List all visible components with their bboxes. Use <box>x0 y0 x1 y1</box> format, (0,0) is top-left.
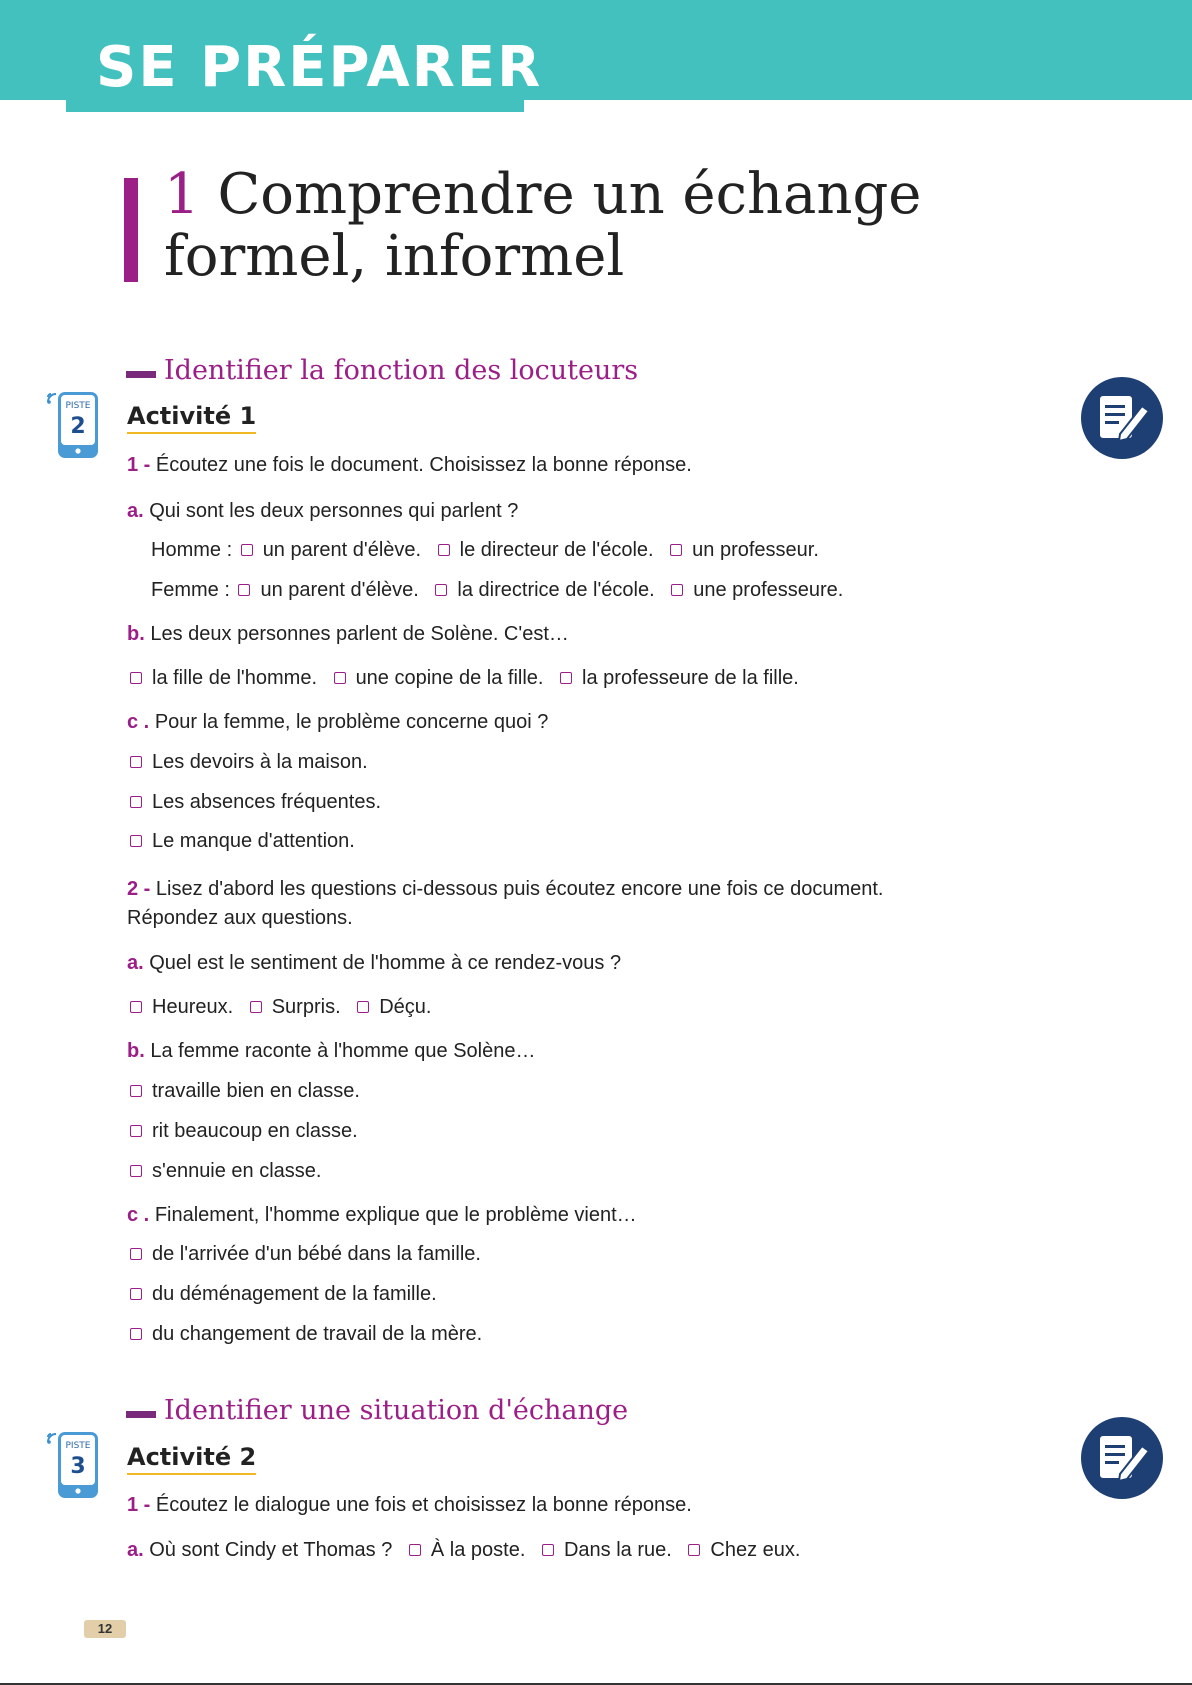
option-text: la fille de l'homme. <box>152 667 317 689</box>
subquestion-a2 <box>127 950 621 976</box>
option-text: Déçu. <box>379 996 432 1018</box>
option-line <box>127 828 355 854</box>
checkbox[interactable] <box>130 1248 142 1260</box>
subquestion-marker: c . <box>127 711 150 733</box>
subquestion-marker: a. <box>127 952 144 974</box>
subquestion-b <box>127 621 569 647</box>
checkbox[interactable] <box>130 672 142 684</box>
option-text: un parent d'élève. <box>262 539 422 561</box>
option-text: Les absences fréquentes. <box>152 791 382 813</box>
subquestion-a <box>127 498 518 524</box>
femme-options-row <box>151 577 843 603</box>
subquestion-text: Où sont Cindy et Thomas ? <box>149 1539 393 1561</box>
checkbox[interactable] <box>130 1125 142 1137</box>
option-text: Le manque d'attention. <box>152 830 355 852</box>
section-dash <box>126 1411 156 1418</box>
option-line <box>127 1118 358 1144</box>
subquestion-c <box>127 709 548 735</box>
option-line <box>127 1241 481 1267</box>
option-text: travaille bien en classe. <box>152 1080 360 1102</box>
subquestion-b2 <box>127 1038 535 1064</box>
piste-label: PISTE <box>65 401 91 411</box>
checkbox[interactable] <box>241 544 253 556</box>
question-2 <box>127 876 883 902</box>
option-text: de l'arrivée d'un bébé dans la famille. <box>152 1243 481 1265</box>
checkbox[interactable] <box>130 1328 142 1340</box>
checkbox[interactable] <box>238 584 250 596</box>
piste-label: PISTE <box>65 1441 91 1451</box>
question-number: 1 - <box>127 454 151 476</box>
subquestion-text: Pour la femme, le problème concerne quoi ? <box>154 711 549 733</box>
option-line <box>127 789 381 815</box>
option-text: un parent d'élève. <box>260 579 419 601</box>
option-line <box>127 1281 437 1307</box>
subquestion-marker: a. <box>127 1539 144 1561</box>
checkbox[interactable] <box>130 796 142 808</box>
checkbox[interactable] <box>542 1544 554 1556</box>
option-text: le directeur de l'école. <box>459 539 654 561</box>
checkbox[interactable] <box>334 672 346 684</box>
subquestion-marker: c . <box>127 1204 150 1226</box>
option-text: du déménagement de la famille. <box>152 1283 437 1305</box>
checkbox[interactable] <box>671 584 683 596</box>
option-text: rit beaucoup en classe. <box>152 1120 358 1142</box>
checkbox[interactable] <box>688 1544 700 1556</box>
question-1 <box>127 452 692 478</box>
chapter-accent-bar <box>124 178 138 282</box>
checkbox[interactable] <box>130 1288 142 1300</box>
checkbox[interactable] <box>130 835 142 847</box>
section2-heading-text: Identifier une situation d'échange <box>164 1395 629 1426</box>
piste-audio-icon[interactable] <box>44 388 106 464</box>
activity-title: Activité 1 <box>127 404 256 434</box>
option-text: un professeur. <box>692 539 819 561</box>
option-text: s'ennuie en classe. <box>152 1160 322 1182</box>
section1-heading <box>126 357 638 384</box>
edit-exercise-icon[interactable] <box>1080 1416 1164 1500</box>
checkbox[interactable] <box>438 544 450 556</box>
piste-audio-icon[interactable] <box>44 1428 106 1504</box>
option-text: Chez eux. <box>710 1539 801 1561</box>
question-2-continuation: Répondez aux questions. <box>127 907 353 929</box>
option-text: une professeure. <box>693 579 844 601</box>
option-text: la directrice de l'école. <box>457 579 655 601</box>
checkbox[interactable] <box>130 1085 142 1097</box>
option-text: Heureux. <box>152 996 234 1018</box>
option-text: une copine de la fille. <box>355 667 544 689</box>
edit-exercise-icon[interactable] <box>1080 376 1164 460</box>
question-number: 1 - <box>127 1494 151 1516</box>
chapter-number: 1 <box>164 162 200 227</box>
checkbox[interactable] <box>130 1165 142 1177</box>
checkbox[interactable] <box>250 1001 262 1013</box>
subquestion-text: Les deux personnes parlent de Solène. C'est… <box>150 623 569 645</box>
question-number: 2 - <box>127 878 151 900</box>
option-line <box>127 1158 321 1184</box>
option-line <box>127 749 368 775</box>
question-1 <box>127 1492 692 1518</box>
section1-heading-text: Identifier la fonction des locuteurs <box>164 355 639 386</box>
section2-heading <box>126 1397 628 1424</box>
subquestion-text: Qui sont les deux personnes qui parlent ? <box>149 500 519 522</box>
subquestion-a <box>127 1537 800 1563</box>
subquestion-marker: b. <box>127 1040 145 1062</box>
chapter-title <box>164 164 1064 288</box>
page-number: 12 <box>84 1620 126 1638</box>
banner-title: SE PRÉPARER <box>96 35 543 100</box>
option-text: À la poste. <box>430 1539 526 1561</box>
subquestion-marker: a. <box>127 500 144 522</box>
subquestion-text: Finalement, l'homme explique que le problème vient… <box>154 1204 637 1226</box>
checkbox[interactable] <box>435 584 447 596</box>
question-text: Écoutez une fois le document. Choisissez la bonne réponse. <box>155 454 692 476</box>
section-dash <box>126 371 156 378</box>
option-line <box>127 1078 360 1104</box>
chapter-title-line2: formel, informel <box>164 224 625 289</box>
question-text: Écoutez le dialogue une fois et choisissez la bonne réponse. <box>155 1494 692 1516</box>
homme-options-row <box>151 537 819 563</box>
option-row-label: Femme : <box>151 579 230 601</box>
checkbox[interactable] <box>409 1544 421 1556</box>
chapter-title-line1: Comprendre un échange <box>217 162 922 227</box>
b-options-row <box>127 665 799 691</box>
checkbox[interactable] <box>670 544 682 556</box>
subquestion-marker: b. <box>127 623 145 645</box>
option-text: Surpris. <box>271 996 341 1018</box>
activity-title: Activité 2 <box>127 1445 256 1475</box>
checkbox[interactable] <box>130 756 142 768</box>
question-text: Lisez d'abord les questions ci-dessous puis écoutez encore une fois ce document. <box>155 878 884 900</box>
option-text: Dans la rue. <box>563 1539 672 1561</box>
option-row-label: Homme : <box>151 539 233 561</box>
option-text: du changement de travail de la mère. <box>152 1323 483 1345</box>
piste-number: 3 <box>70 1454 86 1479</box>
subquestion-text: Quel est le sentiment de l'homme à ce rendez-vous ? <box>149 952 622 974</box>
option-text: Les devoirs à la maison. <box>152 751 368 773</box>
a2-options-row <box>127 994 431 1020</box>
option-text: la professeure de la fille. <box>582 667 799 689</box>
piste-number: 2 <box>70 414 86 439</box>
option-line <box>127 1321 482 1347</box>
checkbox[interactable] <box>357 1001 369 1013</box>
checkbox[interactable] <box>130 1001 142 1013</box>
checkbox[interactable] <box>560 672 572 684</box>
header-banner-tab <box>66 100 524 112</box>
subquestion-c2 <box>127 1202 637 1228</box>
subquestion-text: La femme raconte à l'homme que Solène… <box>150 1040 536 1062</box>
